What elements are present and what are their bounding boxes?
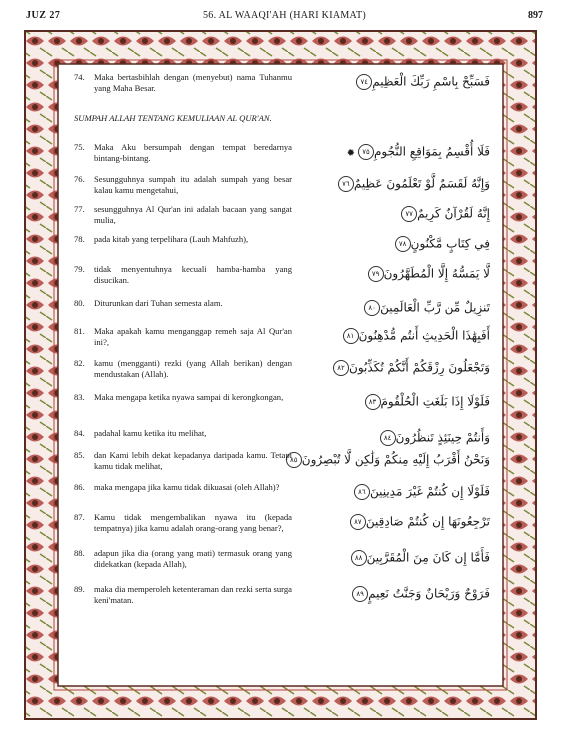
ayah-end-marker: ٨٦ bbox=[354, 484, 370, 500]
ayah-end-marker: ٨١ bbox=[343, 328, 359, 344]
verse-number: 89. bbox=[74, 584, 85, 594]
verse-arabic bbox=[348, 550, 490, 566]
section-heading: SUMPAH ALLAH TENTANG KEMULIAAN AL QUR'AN. bbox=[74, 113, 272, 123]
ayah-end-marker: ٧٧ bbox=[401, 206, 417, 222]
verse-translation: maka mengapa jika kamu tidak dikuasai (oleh Allah)? bbox=[94, 482, 280, 492]
verse-number: 80. bbox=[74, 298, 85, 308]
verse-translation: sesungguhnya Al Qur'an ini adalah bacaan yang sangat mulia, bbox=[94, 204, 292, 225]
arabic-text: وَنَحْنُ أَقْرَبُ إِلَيْهِ مِنكُمْ وَلَٰكِن لَّا تُبْصِرُونَ bbox=[301, 452, 490, 467]
verse-arabic bbox=[398, 206, 490, 222]
verse-number: 86. bbox=[74, 482, 85, 492]
verse-number: 87. bbox=[74, 512, 85, 522]
verse-arabic bbox=[330, 360, 490, 376]
verse-arabic bbox=[335, 176, 490, 192]
ayah-end-marker: ٨٥ bbox=[286, 452, 302, 468]
page-number: 897 bbox=[528, 10, 543, 21]
arabic-text: تَرْجِعُونَهَا إِن كُنتُمْ صَادِقِينَ bbox=[365, 514, 490, 529]
ayah-end-marker: ٧٤ bbox=[356, 74, 372, 90]
arabic-text: فِي كِتَابٍ مَّكْنُونٍ bbox=[410, 236, 490, 251]
verse-translation: Maka bertasbihlah dengan (menyebut) nama Tuhanmu yang Maha Besar. bbox=[94, 72, 292, 93]
ayah-end-marker: ٨٢ bbox=[333, 360, 349, 376]
verse-number: 81. bbox=[74, 326, 85, 336]
verse-arabic bbox=[392, 236, 490, 252]
verse-arabic bbox=[353, 74, 490, 90]
verse-arabic bbox=[340, 328, 490, 344]
verse-translation: maka dia memperoleh ketenteraman dan rezki serta surga keni'matan. bbox=[94, 584, 292, 605]
arabic-text: إِنَّهُ لَقُرْآنٌ كَرِيمٌ bbox=[417, 206, 490, 221]
verse-translation: Maka mengapa ketika nyawa sampai di kerongkongan, bbox=[94, 392, 284, 402]
verse-translation: Sesungguhnya sumpah itu adalah sumpah yang besar kalau kamu mengetahui, bbox=[94, 174, 292, 195]
verse-translation: Kamu tidak mengembalikan nyawa itu (kepada tempatnya) jika kamu adalah orang-orang yang benar?, bbox=[94, 512, 292, 533]
arabic-text: وَتَجْعَلُونَ رِزْقَكُمْ أَنَّكُمْ تُكَذِّبُونَ bbox=[349, 360, 490, 375]
verse-number: 74. bbox=[74, 72, 85, 82]
verse-translation: pada kitab yang terpelihara (Lauh Mahfuzh), bbox=[94, 234, 249, 244]
verse-arabic bbox=[347, 514, 490, 530]
verse-number: 88. bbox=[74, 548, 85, 558]
verse-number: 78. bbox=[74, 234, 85, 244]
verse-arabic bbox=[362, 394, 491, 410]
arabic-text: فَأَمَّا إِن كَانَ مِنَ الْمُقَرَّبِينَ bbox=[366, 550, 490, 565]
surah-title: 56. AL WAAQI'AH (HARI KIAMAT) bbox=[203, 10, 366, 21]
ayah-end-marker: ٨٣ bbox=[365, 394, 381, 410]
verse-translation: adapun jika dia (orang yang mati) termasuk orang yang didekatkan (kepada Allah), bbox=[94, 548, 292, 569]
verse-arabic bbox=[283, 452, 490, 468]
arabic-text: فَلَوْلَا إِذَا بَلَغَتِ الْحُلْقُومَ bbox=[380, 394, 490, 409]
ayah-end-marker: ٧٥ bbox=[358, 144, 374, 160]
sajdah-star-icon: ✹ bbox=[346, 147, 355, 159]
ayah-end-marker: ٨٩ bbox=[352, 586, 368, 602]
ayah-end-marker: ٨٨ bbox=[351, 550, 367, 566]
verse-number: 76. bbox=[74, 174, 85, 184]
arabic-text: تَنزِيلٌ مِّن رَّبِّ الْعَالَمِينَ bbox=[380, 300, 490, 315]
arabic-text: وَأَنتُمْ حِينَئِذٍ تَنظُرُونَ bbox=[395, 430, 490, 445]
arabic-text: لَّا يَمَسُّهُ إِلَّا الْمُطَهَّرُونَ bbox=[383, 266, 490, 281]
ayah-end-marker: ٨٧ bbox=[350, 514, 366, 530]
verse-translation: Diturunkan dari Tuhan semesta alam. bbox=[94, 298, 223, 308]
arabic-text: فَرَوْحٌ وَرَيْحَانٌ وَجَنَّتُ نَعِيمٍ bbox=[368, 586, 490, 601]
verse-translation: padahal kamu ketika itu melihat, bbox=[94, 428, 207, 438]
verse-translation: kamu (mengganti) rezki (yang Allah berikan) dengan mendustakan (Allah). bbox=[94, 358, 292, 379]
verse-number: 77. bbox=[74, 204, 85, 214]
arabic-text: فَلَوْلَا إِن كُنتُمْ غَيْرَ مَدِينِينَ bbox=[369, 484, 490, 499]
verse-number: 84. bbox=[74, 428, 85, 438]
verse-arabic bbox=[343, 144, 490, 160]
verse-number: 82. bbox=[74, 358, 85, 368]
verse-number: 79. bbox=[74, 264, 85, 274]
verse-arabic bbox=[349, 586, 490, 602]
ayah-end-marker: ٨٤ bbox=[380, 430, 396, 446]
arabic-text: وَإِنَّهُ لَقَسَمٌ لَّوْ تَعْلَمُونَ عَظِيمٌ bbox=[353, 176, 490, 191]
verse-translation: tidak menyentuhnya kecuali hamba-hamba yang disucikan. bbox=[94, 264, 292, 285]
verse-arabic bbox=[361, 300, 490, 316]
verse-translation: Maka apakah kamu menganggap remeh saja Al Qur'an ini?, bbox=[94, 326, 292, 347]
verse-arabic bbox=[351, 484, 490, 500]
arabic-text: فَلَا أُقْسِمُ بِمَوَاقِعِ النُّجُومِ bbox=[373, 144, 490, 159]
verse-number: 85. bbox=[74, 450, 85, 460]
page-header bbox=[26, 10, 543, 26]
verse-translation: Maka Aku bersumpah dengan tempat beredarnya bintang-bintang. bbox=[94, 142, 292, 163]
ayah-end-marker: ٧٩ bbox=[368, 266, 384, 282]
verse-arabic bbox=[377, 430, 490, 446]
ayah-end-marker: ٧٨ bbox=[395, 236, 411, 252]
arabic-text: أَفَبِهَٰذَا الْحَدِيثِ أَنتُم مُّدْهِنُونَ bbox=[358, 328, 490, 343]
verse-translation: dan Kami lebih dekat kepadanya daripada kamu. Tetapi kamu tidak melihat, bbox=[94, 450, 292, 471]
ayah-end-marker: ٨٠ bbox=[364, 300, 380, 316]
arabic-text: فَسَبِّحْ بِاسْمِ رَبِّكَ الْعَظِيمِ bbox=[372, 74, 490, 89]
verse-arabic bbox=[365, 266, 490, 282]
verse-number: 75. bbox=[74, 142, 85, 152]
ayah-end-marker: ٧٦ bbox=[338, 176, 354, 192]
verse-number: 83. bbox=[74, 392, 85, 402]
page-content bbox=[66, 66, 496, 636]
juz-label: JUZ 27 bbox=[26, 10, 61, 21]
